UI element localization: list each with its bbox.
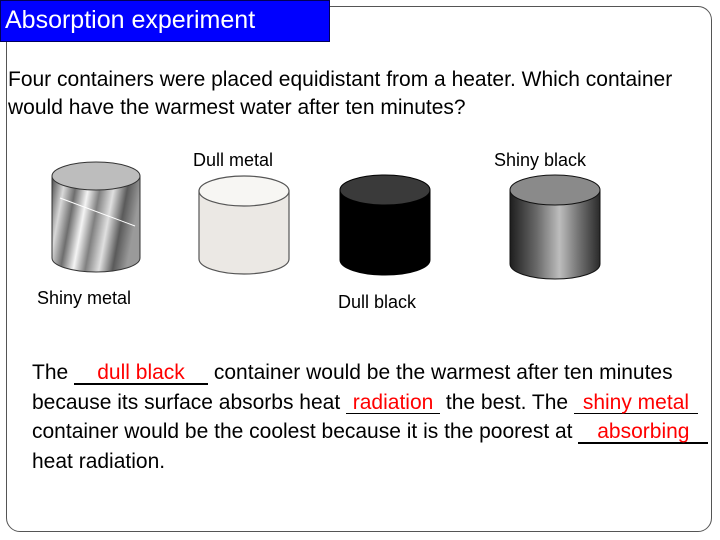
dull-black-container (338, 172, 432, 278)
dull-metal-container (197, 173, 291, 277)
answer-text: shiny metal (582, 390, 690, 414)
sentence-part: container would be the coolest because it is the poorest at (32, 420, 573, 443)
label-dull-metal: Dull metal (193, 150, 274, 170)
question-text: Four containers were placed equidistant from a heater. Which container would have the warmest water after ten minutes? (8, 68, 673, 119)
sentence-part: The (531, 390, 569, 414)
label-shiny-black: Shiny black (494, 150, 587, 170)
label-dull-black: Dull black (338, 292, 417, 312)
sentence-part: The (32, 361, 69, 384)
answer-blank (346, 388, 440, 418)
sentence-part: container would be the warmest after ten minutes because its surface absorbs heat (32, 361, 673, 414)
slide-title: Absorption experiment (0, 0, 330, 42)
shiny-black-container (508, 172, 602, 282)
shiny-metal-container (50, 158, 142, 276)
answer-blank (74, 358, 208, 388)
answer-text: absorbing (597, 420, 690, 443)
label-shiny-metal: Shiny metal (37, 288, 132, 308)
answer-blank (574, 388, 698, 418)
fill-in-sentence (32, 358, 712, 476)
answer-text: dull black (97, 361, 185, 384)
sentence-part: heat radiation. (32, 449, 166, 473)
answer-blank (578, 417, 708, 447)
answer-text: radiation (352, 390, 434, 414)
sentence-part: the best. (445, 390, 527, 414)
